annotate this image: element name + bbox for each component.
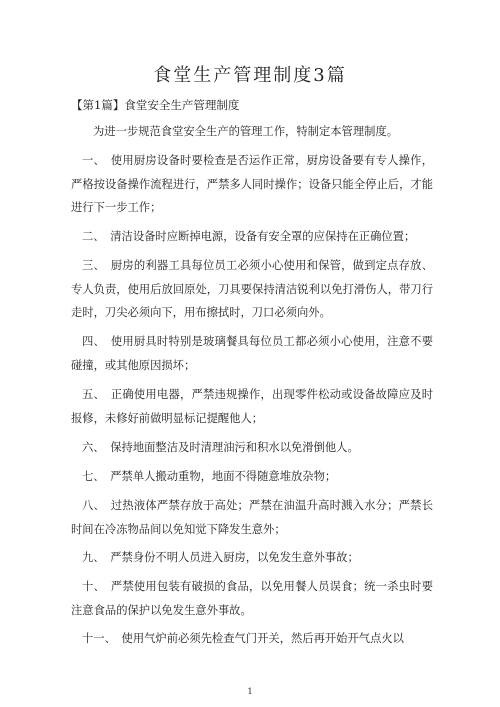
paragraph-10: 十、 严禁使用包装有破损的食品，以免用餐人员误食；统一杀虫时要注意食品的保护以免发生意外事故。	[71, 580, 433, 617]
paragraph-8: 八、 过热液体严禁存放于高处；严禁在油温升高时溅入水分；严禁长时间在冷冻物品间以免知觉下降发生意外；	[71, 499, 433, 536]
paragraph-intro: 为进一步规范食堂安全生产的管理工作，特制定本管理制度。	[93, 125, 399, 138]
paragraph-5: 五、 正确使用电器，严禁违规操作，出现零件松动或设备故障应及时报修，未修好前做明显标记提醒他人；	[71, 388, 433, 425]
paragraph-1: 一、 使用厨房设备时要检查是否运作正常，厨房设备要有专人操作，严格按设备操作流程进行，严禁多人同时操作；设备只能全停止后，才能进行下一步工作；	[71, 154, 433, 214]
paragraph-4: 四、 使用厨具时特别是玻璃餐具每位员工都必须小心使用，注意不要碰撞，或其他原因损坏；	[71, 335, 433, 372]
page-number: 1	[247, 687, 253, 696]
paragraph-6: 六、 保持地面整洁及时清理油污和积水以免滑倒他人。	[82, 441, 359, 454]
paragraph-9: 九、 严禁身份不明人员进入厨房，以免发生意外事故；	[82, 551, 359, 564]
document-title: 食堂生产管理制度3篇	[153, 65, 347, 86]
paragraph-3: 三、 厨房的利器工具每位员工必须小心使用和保管，做到定点存放、专人负责，使用后放回原处，刀具要保持清洁锐利以免打滑伤人，带刀行走时，刀尖必须向下，用布擦拭时，刀口必须向外。	[71, 259, 433, 319]
section-heading: 【第1篇】食堂安全生产管理制度	[71, 98, 240, 112]
paragraph-7: 七、 严禁单人搬动重物，地面不得随意堆放杂物；	[82, 470, 337, 483]
paragraph-11: 十一、 使用气炉前必须先检查气门开关，然后再开始开气点火以	[82, 632, 404, 645]
paragraph-2: 二、 清洁设备时应断掉电源，设备有安全罩的应保持在正确位置；	[82, 230, 416, 243]
